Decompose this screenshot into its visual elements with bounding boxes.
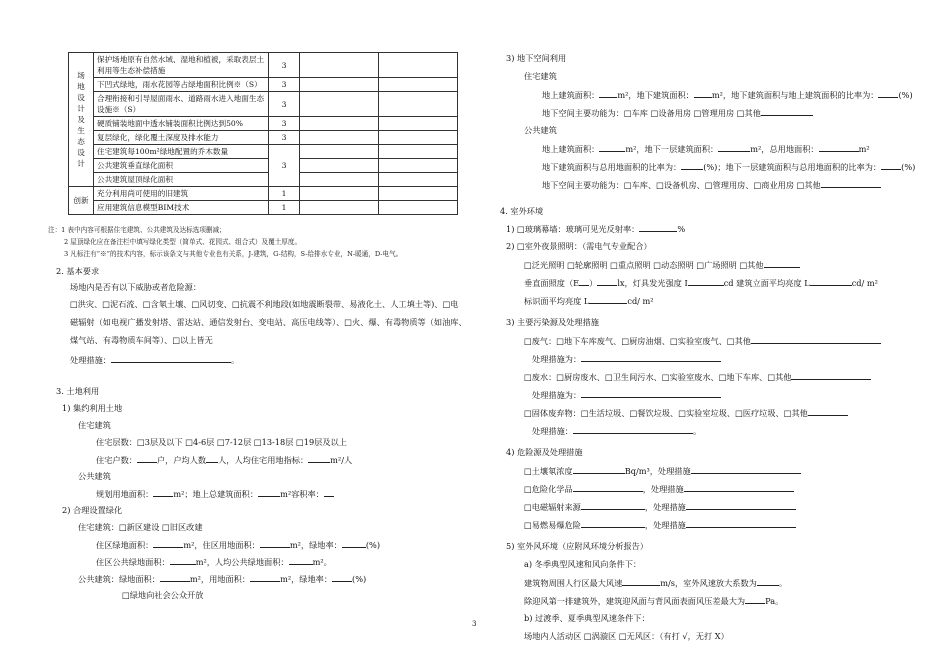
table-note: 2 屋顶绿化应在备注栏中填写绿化类型（简单式、花园式、组合式）及覆土厚度。	[64, 238, 302, 246]
page-number: 3	[472, 620, 477, 628]
subsection-heading: 3) 主要污染源及处理措施	[506, 317, 599, 327]
households-field[interactable]	[137, 453, 157, 463]
fire-field[interactable]	[581, 518, 645, 528]
table-row	[69, 53, 458, 78]
score-cell: 3	[269, 92, 300, 117]
chem-option[interactable]: □危险化学品	[524, 484, 573, 494]
item-cell: 合理衔接和引导屋面雨水、道路雨水进入地面生态设施※（S）	[94, 92, 269, 117]
lighting-options-row	[524, 258, 800, 271]
gas-options[interactable]: □废气：□地下车库废气、□厨房油烟、□实验室废气、□其他	[524, 336, 751, 346]
table-row	[69, 117, 458, 131]
sign-luminance-row	[524, 294, 654, 307]
solid-other-field[interactable]	[808, 406, 848, 416]
section-heading: 4. 室外环境	[500, 206, 544, 216]
pressure-field[interactable]	[745, 594, 765, 604]
unit: m²。	[312, 557, 332, 567]
green-ratio-field[interactable]	[342, 538, 366, 548]
emr-option[interactable]: □电磁辐射来源	[524, 502, 581, 512]
input-cell[interactable]	[379, 173, 458, 187]
wind-speed-row: 建筑物周围人行区最大风速 m/s，室外风速放大系数为 。	[524, 578, 788, 588]
input-cell[interactable]	[300, 53, 379, 78]
input-cell[interactable]	[379, 145, 458, 159]
wind-zone-options[interactable]: 场地内人活动区 □涡漩区 □无风区：（有打 √，无打 X）	[524, 631, 729, 641]
subheading: 公共建筑	[78, 471, 111, 481]
input-cell[interactable]	[300, 117, 379, 131]
table-row	[69, 92, 458, 117]
unit: Pa。	[765, 596, 784, 606]
input-cell[interactable]	[379, 159, 458, 173]
function-options[interactable]: 地下空间主要功能为：□车库 □设备用房 □管理用房 □其他	[542, 108, 761, 118]
gas-measure-field[interactable]	[581, 352, 721, 362]
public-plan-row	[96, 487, 334, 500]
emr-field[interactable]	[581, 500, 645, 510]
function-options[interactable]: 地下空间主要功能为：□车库、□设备机房、□管理用房、□商业用房 □其他	[542, 180, 821, 190]
label: 垂直面照度（E	[524, 278, 580, 288]
input-cell[interactable]	[300, 159, 379, 173]
solid-measure-row: 处理措施： 。	[532, 426, 702, 436]
ratio-field[interactable]	[878, 88, 898, 98]
category-cell: 创新	[69, 187, 94, 215]
label: m²，绿地率：	[280, 574, 333, 584]
water-measure-row	[532, 388, 721, 401]
table-note: 3 凡标注有“※”的技术内容，标示该条文与其他专业也有关系，J-建筑，G-结构，S-给排水专业，N-暖通，D-电气。	[64, 250, 403, 258]
public-green-row	[96, 555, 332, 568]
b1-area-field[interactable]	[718, 142, 750, 152]
radon-row	[524, 464, 801, 477]
underground-res-row	[542, 88, 913, 101]
underground-pub-row	[542, 142, 870, 155]
wind-speed-field[interactable]	[622, 576, 660, 586]
illuminance-row	[524, 276, 878, 289]
households-row	[96, 453, 352, 466]
per-capita-field[interactable]	[289, 555, 313, 565]
b1-ratio-field[interactable]	[881, 160, 901, 170]
item-cell: 公共建筑屋顶绿化面积	[94, 173, 269, 187]
unit: %	[677, 224, 686, 234]
table-row	[69, 131, 458, 145]
chem-row	[524, 482, 794, 495]
pub-site-area-field[interactable]	[250, 572, 280, 582]
other-field[interactable]	[764, 258, 800, 268]
unit: m²/人	[330, 455, 353, 465]
score-cell: 3	[269, 78, 300, 92]
label: m²，地下建筑面积：	[617, 90, 694, 100]
label: 地上建筑面积：	[542, 144, 600, 154]
pub-green-ratio-field[interactable]	[332, 572, 352, 582]
hazard-options[interactable]: 煤气站、有毒物质车间等）、□以上皆无	[70, 335, 213, 345]
intensity-field[interactable]	[688, 276, 724, 286]
underground-pub-function	[542, 178, 881, 191]
chem-field[interactable]	[573, 482, 643, 492]
item-cell: 充分利用尚可使用的旧建筑	[94, 187, 269, 201]
item-cell: 保护场地原有自然水域、湿地和植被，采取表层土利用等生态补偿措施	[94, 53, 269, 78]
label: lx，灯具发光强度 I	[617, 278, 688, 288]
illuminance-field[interactable]	[597, 276, 617, 286]
label: m²；地上总建筑面积：	[173, 489, 259, 499]
input-cell[interactable]	[379, 187, 458, 201]
label: 住区绿地面积：	[96, 540, 154, 550]
label: m²，总用地面积：	[750, 144, 819, 154]
input-cell[interactable]	[300, 173, 379, 187]
public-building-green-row	[78, 572, 366, 585]
gas-measure-row	[532, 352, 721, 365]
unit: m²	[858, 144, 870, 154]
score-cell: 3	[269, 131, 300, 145]
floors-label: 住宅层数：	[96, 437, 137, 447]
glass-curtain-row	[506, 222, 685, 235]
item-cell: 住宅建筑每100m²绿地配置的乔木数量	[94, 145, 269, 159]
public-green-field[interactable]	[170, 555, 196, 565]
luminance-field[interactable]	[810, 276, 852, 286]
score-cell: 3	[269, 117, 300, 131]
wind-pressure-row	[524, 594, 783, 607]
measures-label: 处理措施：	[70, 355, 111, 365]
label: 地下建筑面积与总用地面积的比率为：	[542, 162, 682, 172]
subsection-heading: 3) 地下空间利用	[506, 53, 567, 63]
question-text: 场地内是否有以下威胁或者危险源：	[70, 282, 202, 292]
far-field[interactable]	[324, 487, 334, 497]
underground-function-row	[542, 106, 813, 119]
label: m²，住区用地面积：	[183, 540, 260, 550]
label: 人，人均住宅用地指标：	[218, 455, 309, 465]
site-area-field[interactable]	[819, 142, 859, 152]
item-cell: 下凹式绿地，雨水花园等占绿地面积比例※（S）	[94, 78, 269, 92]
item-cell: 公共建筑垂直绿化面积	[94, 159, 269, 173]
water-options[interactable]: □废水：□厨房废水、□卫生间污水、□实验室废水、□地下车库、□其他	[524, 372, 792, 382]
table-row	[69, 201, 458, 215]
input-cell[interactable]	[379, 53, 458, 78]
emr-measure-field[interactable]	[686, 500, 796, 510]
input-cell[interactable]	[379, 117, 458, 131]
label: 住宅户数：	[96, 455, 137, 465]
wind-heading: a) 冬季典型风速和风向条件下：	[524, 559, 642, 569]
sign-luminance-field[interactable]	[589, 294, 627, 304]
site-area-field[interactable]	[260, 538, 290, 548]
above-area-field[interactable]	[599, 142, 625, 152]
hazard-options[interactable]: 磁辐射（如电视广播发射塔、雷达站、通信发射台、变电站、高压电线等）、□火、爆、有毒物质等（如油库、	[70, 317, 467, 327]
item-cell: 复层绿化，绿化覆土深度及排水能力	[94, 131, 269, 145]
input-cell[interactable]	[379, 131, 458, 145]
floors-row	[96, 436, 347, 448]
label: ）	[589, 278, 598, 288]
pub-green-area-field[interactable]	[160, 572, 190, 582]
subsection-heading: 2) 合理设置绿化	[62, 505, 123, 515]
public-open-option[interactable]: □绿地向社会公众开放	[122, 590, 204, 600]
fire-option[interactable]: □易燃易爆危险	[524, 520, 581, 530]
subheading: 住宅建筑	[78, 420, 111, 430]
table-row	[69, 173, 458, 187]
subsection-heading: 4) 危险源及处理措施	[506, 447, 583, 457]
hazard-options[interactable]: □洪灾、□泥石流、□含氡土壤、□风切变、□抗震不利地段(如地震断裂带、易液化土、人工填土等)、□电	[70, 299, 459, 309]
table-row	[69, 78, 458, 92]
label: 除迎风第一排建筑外，建筑迎风面与背风面表面风压差最大为	[524, 596, 746, 606]
fire-measure-field[interactable]	[686, 518, 796, 528]
unit: (%)	[898, 90, 913, 100]
e-sub-field[interactable]	[579, 276, 589, 286]
unit: (%)	[352, 574, 367, 584]
subsection-heading: 1) 集约利用土地	[62, 403, 123, 413]
unit: (%)	[365, 540, 381, 550]
label: Bq/m³，处理措施	[624, 466, 691, 476]
lighting-options[interactable]: □泛光照明 □轮廓照明 □重点照明 □动态照明 □广场照明 □其他	[524, 260, 764, 270]
other-field[interactable]	[821, 178, 881, 188]
label: m²，地下建筑面积与地上建筑面积的比率为：	[711, 90, 879, 100]
label: 公共建筑：绿地面积：	[78, 574, 160, 584]
gas-other-field[interactable]	[751, 334, 881, 344]
water-other-field[interactable]	[791, 370, 871, 380]
night-lighting-option[interactable]: 2) □室外夜景照明：（需电气专业配合）	[506, 241, 652, 251]
label: (%)；地下一层建筑面积与总用地面积的比率为：	[703, 162, 882, 172]
residential-type[interactable]: 住宅建筑：□新区建设 □旧区改建	[78, 522, 203, 532]
label: m/s，室外风速放大系数为	[660, 578, 757, 588]
label: ，处理措施	[644, 502, 686, 512]
floors-options[interactable]: □3层及以下 □4-6层 □7-12层 □13-18层 □19层及以上	[136, 437, 347, 447]
plan-area-field[interactable]	[153, 487, 173, 497]
input-cell[interactable]	[300, 78, 379, 92]
label: 标识面平均亮度 L	[524, 296, 590, 306]
measures-row: 处理措施： 。	[70, 355, 240, 365]
input-cell[interactable]	[300, 201, 379, 215]
gas-row	[524, 334, 881, 347]
label: m²，用地面积：	[189, 574, 251, 584]
solid-row	[524, 406, 848, 419]
solid-measure-field[interactable]	[573, 424, 693, 434]
table-row	[69, 187, 458, 201]
input-cell[interactable]	[379, 78, 458, 92]
emr-row	[524, 500, 796, 513]
fire-row	[524, 518, 796, 531]
input-cell[interactable]	[300, 187, 379, 201]
label: 户，户均人数	[156, 455, 207, 465]
persons-field[interactable]	[206, 453, 218, 463]
label: 处理措施为：	[532, 354, 582, 364]
radon-option[interactable]: □土壤氡浓度	[524, 466, 573, 476]
input-cell[interactable]	[300, 131, 379, 145]
green-area-field[interactable]	[153, 538, 183, 548]
below-area-field[interactable]	[694, 88, 712, 98]
label: 处理措施：	[532, 426, 573, 436]
subsection-heading: 5) 室外风环境（应附风环境分析报告）	[506, 541, 649, 551]
amplification-field[interactable]	[757, 576, 779, 586]
radon-measure-field[interactable]	[691, 464, 801, 474]
criteria-table	[68, 52, 458, 215]
item-cell: 应用建筑信息模型BIM技术	[94, 201, 269, 215]
above-area-field[interactable]	[599, 88, 617, 98]
subheading: 住宅建筑	[524, 71, 557, 81]
underground-ratio-row	[542, 160, 915, 173]
solid-options[interactable]: □固体废弃物：□生活垃圾、□餐饮垃圾、□实验室垃圾、□医疗垃圾、□其他	[524, 408, 808, 418]
label: 建筑物周围人行区最大风速	[524, 578, 623, 588]
label: 处理措施为：	[532, 390, 582, 400]
label: 地上建筑面积：	[542, 90, 600, 100]
input-cell[interactable]	[379, 201, 458, 215]
water-row	[524, 370, 871, 383]
section-heading: 3. 土地利用	[56, 386, 100, 396]
category-cell: 场 地 设 计 及 生 态 设 计	[69, 53, 94, 187]
label: 规划用地面积：	[96, 489, 154, 499]
unit: cd/ m²	[851, 278, 878, 288]
subheading: 公共建筑	[524, 125, 557, 135]
label: ，处理措施	[642, 484, 684, 494]
reflectance-field[interactable]	[639, 222, 677, 232]
measures-field[interactable]	[111, 353, 231, 363]
table-row	[69, 159, 458, 173]
label: m²，绿地率：	[289, 540, 342, 550]
score-cell: 3	[269, 53, 300, 78]
section-heading: 2. 基本要求	[56, 266, 100, 276]
ratio-field[interactable]	[681, 160, 703, 170]
floor-area-field[interactable]	[258, 487, 280, 497]
label: 住区公共绿地面积：	[96, 557, 170, 567]
input-cell[interactable]	[300, 145, 379, 159]
water-measure-field[interactable]	[581, 388, 721, 398]
unit: (%)	[901, 162, 916, 172]
label: m²容积率：	[280, 489, 324, 499]
score-cell: 3	[269, 145, 300, 187]
wind-heading: b) 过渡季、夏季典型风速条件下：	[524, 613, 650, 623]
other-field[interactable]	[761, 106, 813, 116]
score-cell: 1	[269, 187, 300, 201]
table-note: 注：1 表中内容可根据住宅建筑、公共建筑及达标选项删减；	[48, 226, 226, 234]
land-index-field[interactable]	[308, 453, 330, 463]
green-row	[96, 538, 380, 551]
label: m²，地下一层建筑面积：	[625, 144, 719, 154]
table-row	[69, 145, 458, 159]
input-cell[interactable]	[300, 92, 379, 117]
radon-field[interactable]	[573, 464, 625, 474]
label: ，处理措施	[644, 520, 686, 530]
chem-measure-field[interactable]	[684, 482, 794, 492]
unit: cd/ m²	[627, 296, 654, 306]
item-cell: 硬质铺装地面中透水铺装面积比例达到50%	[94, 117, 269, 131]
input-cell[interactable]	[379, 92, 458, 117]
label: m²，人均公共绿地面积：	[195, 557, 289, 567]
label: cd 建筑立面平均亮度 L	[723, 278, 810, 288]
glass-option[interactable]: 1) □玻璃幕墙：玻璃可见光反射率：	[506, 224, 640, 234]
score-cell: 1	[269, 201, 300, 215]
